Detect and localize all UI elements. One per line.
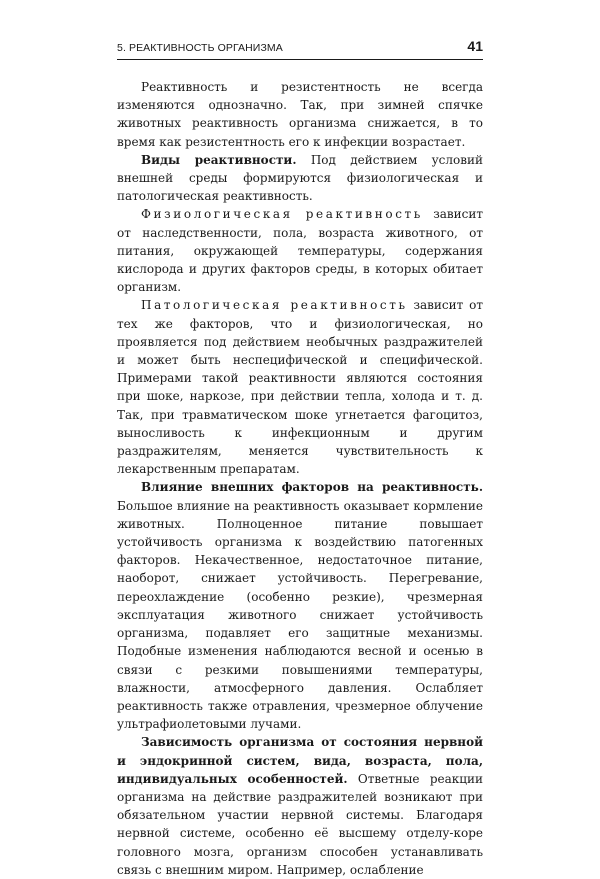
paragraph-text: зависит от тех же факторов, что и физиологическая, но проявляется под действием необычных раздражителей и может быть неспецифической и специфической. Примерами такой реактивности являются состояния при шоке, наркозе, при действии тепла, холода и т. д. Так, при травматическом шоке угнетается фагоцитоз, выносливость к инфекционным и другим раздражителям, меняется чувствительность к лекарственным препаратам.	[117, 298, 483, 477]
body-text	[117, 78, 483, 879]
chapter-title: 5. РЕАКТИВНОСТЬ ОРГАНИЗМА	[117, 42, 283, 54]
paragraph-2	[117, 151, 483, 206]
paragraph-6	[117, 733, 483, 879]
section-heading-types: Виды реактивности.	[141, 152, 297, 167]
paragraph-text: Большое влияние на реактивность оказывает кормление животных. Полноценное питание повышает устойчивость организма к воздействию патогенных факторов. Некачественное, недостаточное питание, наоборот, снижает устойчивость. Перегревание, переохлаждение (особенно резкие), чрезмерная эксплуатация животного снижает устойчивость организма, подавляет его защитные механизмы. Подобные изменения наблюдаются весной и осенью в связи с резкими повышениями температуры, влажности, атмосферного давления. Ослабляет реактивность также отравления, чрезмерное облучение ультрафиолетовыми лучами.	[117, 498, 483, 732]
term-pathological-reactivity: Патологическая реактивность	[141, 298, 408, 313]
section-heading-nervous-system: Зависимость организма от состояния нервной и эндокринной систем, вида, возраста, пола, индивидуальных особенностей.	[117, 735, 483, 786]
term-physiological-reactivity: Физиологическая реактивность	[141, 207, 423, 222]
header-divider	[117, 59, 483, 60]
paragraph-4	[117, 296, 483, 478]
page-number: 41	[467, 38, 483, 54]
paragraph-text: Ответные реакции организма на действие раздражителей возникают при обязательном участии нервной системы. Благодаря нервной системе, особенно её высшему отделу-коре головного мозга, организм способен устанавливать связь с внешним миром. Например, ослабление	[117, 771, 483, 877]
paragraph-text: Под действием условий внешней среды формируются физиологическая и патологическая реактивность.	[117, 152, 483, 204]
paragraph-1	[117, 78, 483, 151]
paragraph-3	[117, 205, 483, 296]
section-heading-external-factors: Влияние внешних факторов на реактивность.	[141, 480, 483, 495]
paragraph-text: зависит от наследственности, пола, возраста животного, от питания, окружающей температуры, содержания кислорода и других факторов среды, в которых обитает организм.	[117, 207, 483, 295]
running-header	[117, 38, 483, 58]
paragraph-text: Реактивность и резистентность не всегда изменяются однозначно. Так, при зимней спячке животных реактивность организма снижается, в то время как резистентность его к инфекции возрастает.	[117, 80, 483, 149]
paragraph-5	[117, 478, 483, 733]
